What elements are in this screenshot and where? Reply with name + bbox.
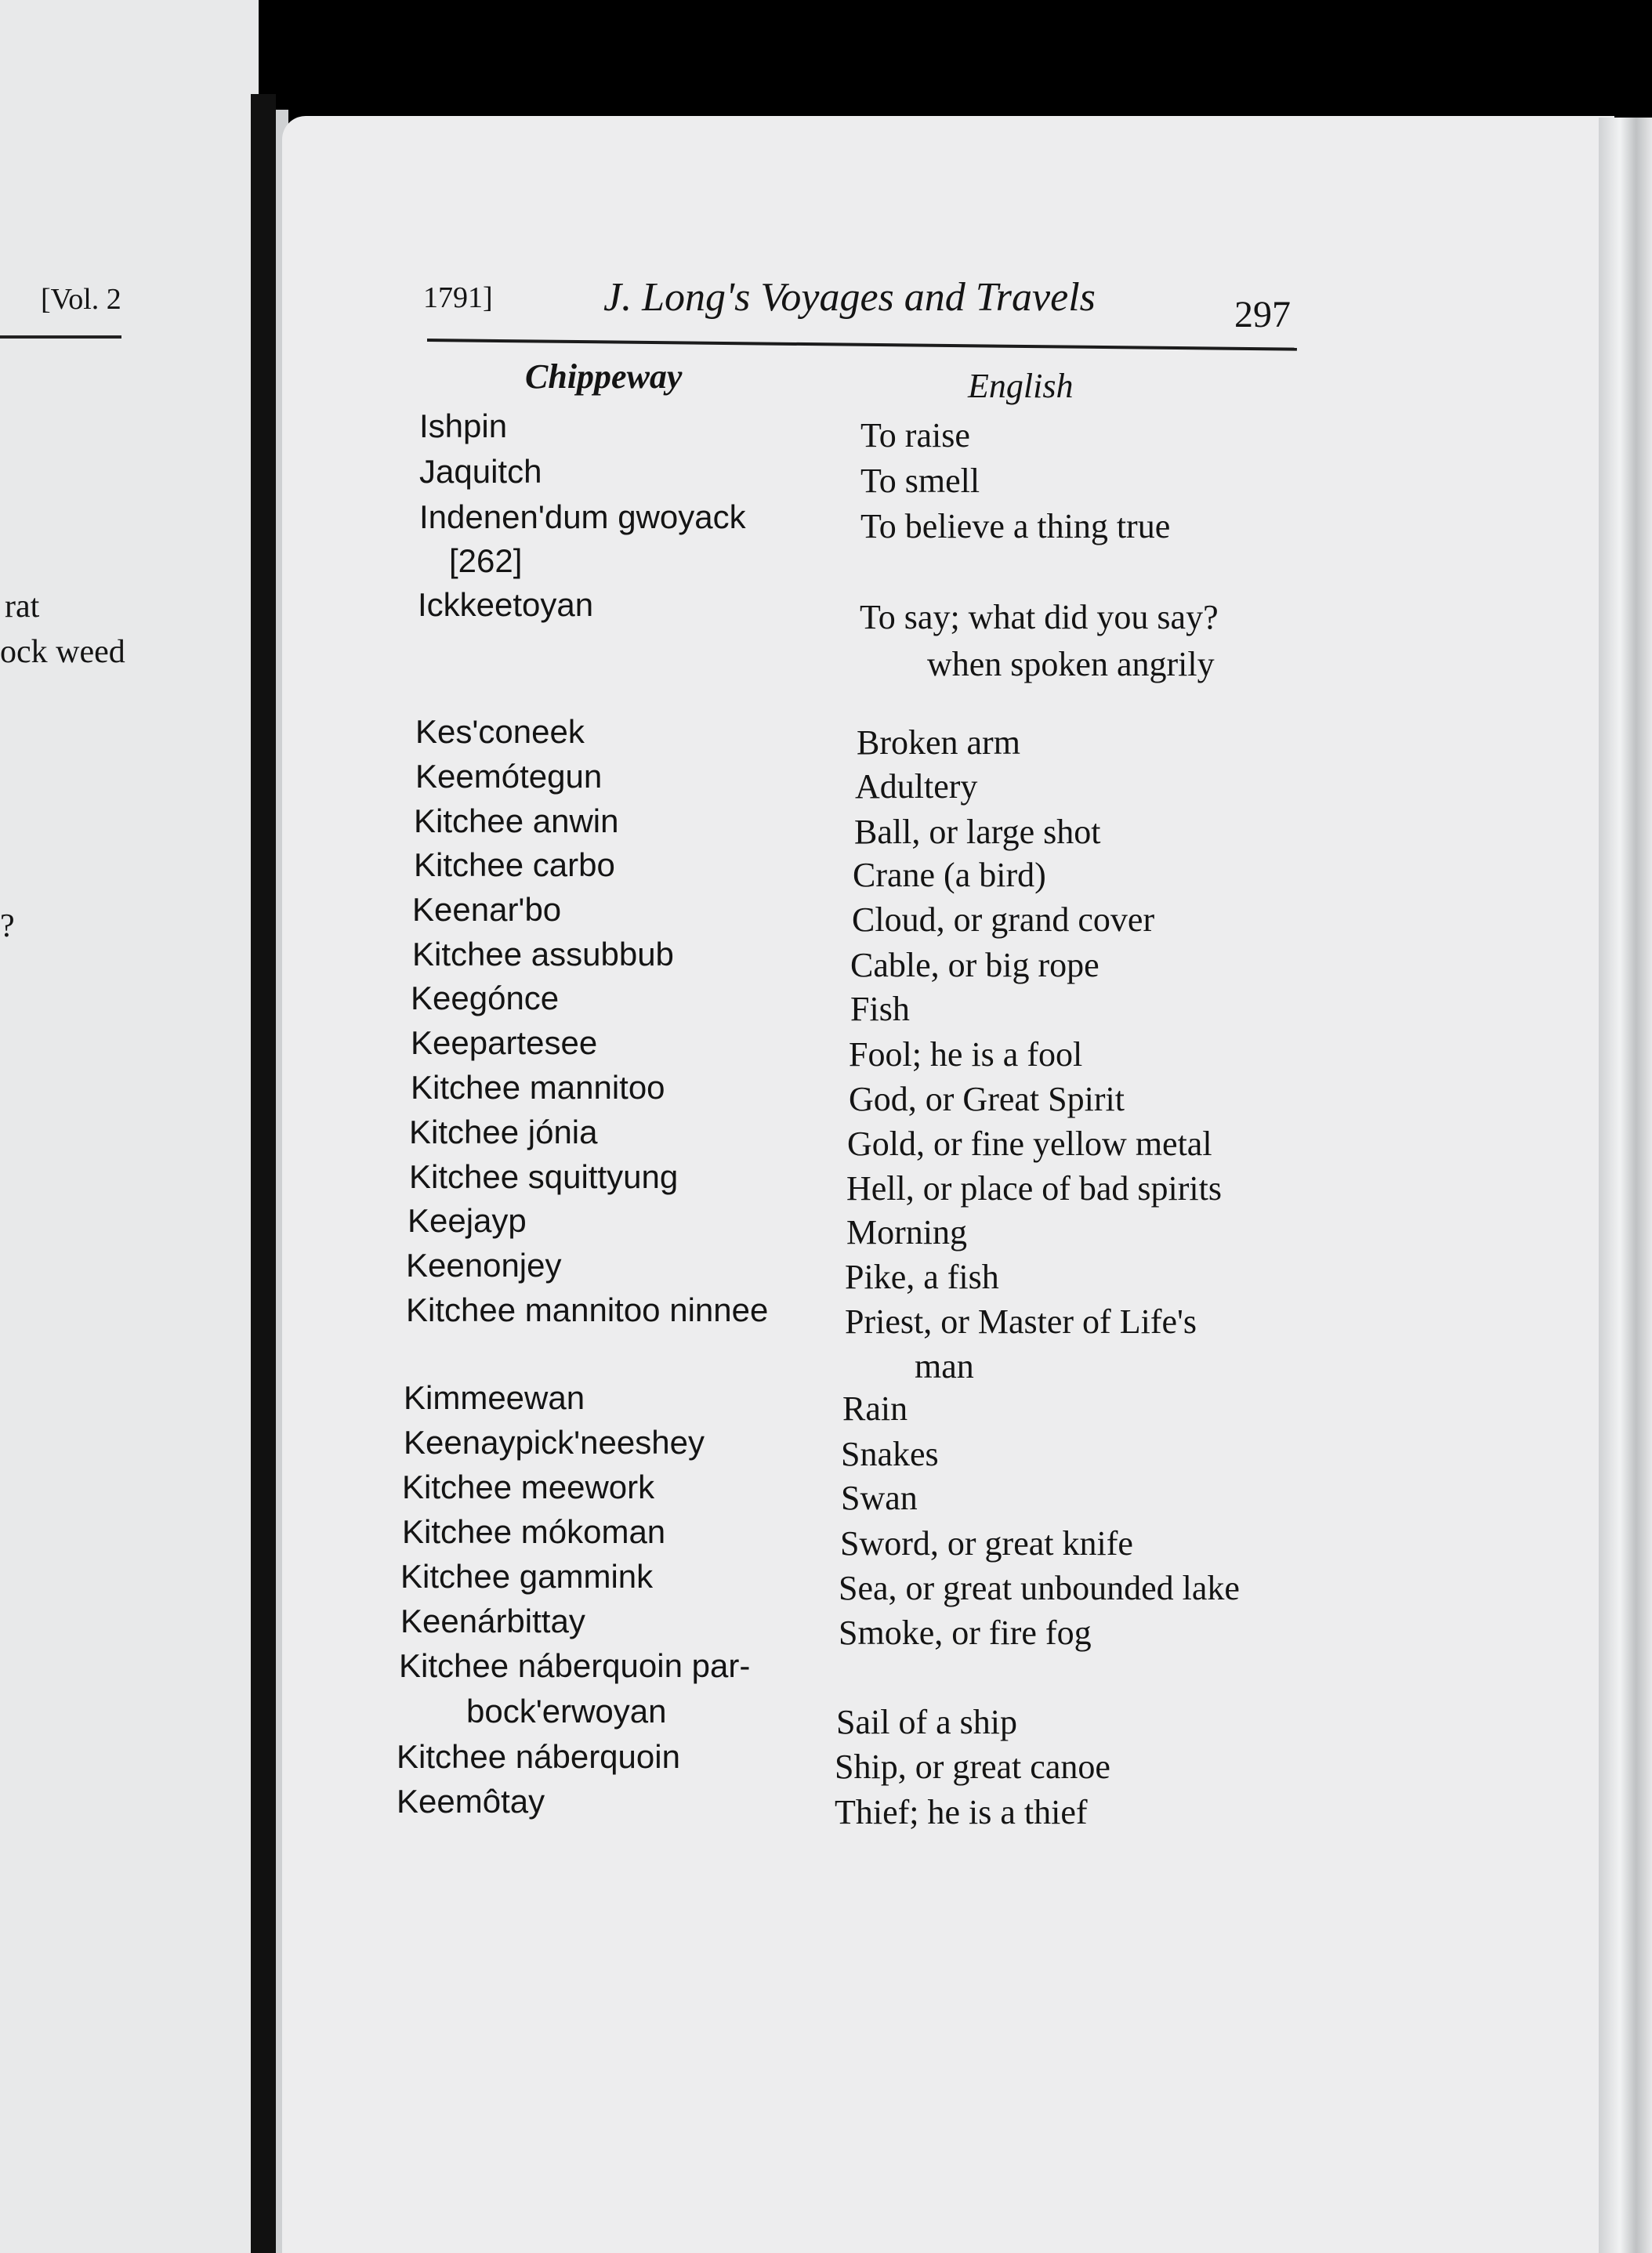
chippeway-word: Kitchee náberquoin <box>397 1738 680 1775</box>
chippeway-word: Keepartesee <box>411 1024 598 1061</box>
english-translation: Crane (a bird) <box>853 856 1046 894</box>
left-fragment: ? <box>0 908 15 944</box>
english-translation: Gold, or fine yellow metal <box>847 1125 1212 1163</box>
english-translation: To believe a thing true <box>860 507 1171 545</box>
chippeway-column-heading: Chippeway <box>525 357 683 396</box>
chippeway-word: Kitchee mókoman <box>402 1513 666 1550</box>
english-translation: Cloud, or grand cover <box>852 900 1155 939</box>
book-spine <box>251 94 276 2253</box>
english-translation: Cable, or big rope <box>850 946 1100 984</box>
english-translation: God, or Great Spirit <box>849 1080 1125 1118</box>
english-translation: Ship, or great canoe <box>835 1748 1110 1786</box>
chippeway-word-continued: bock'erwoyan <box>466 1693 667 1730</box>
english-translation: Priest, or Master of Life's <box>845 1302 1197 1341</box>
chippeway-word: Keegónce <box>411 980 560 1016</box>
english-translation: Smoke, or fire fog <box>839 1614 1092 1652</box>
english-translation: To say; what did you say? <box>860 598 1219 636</box>
english-translation: Sword, or great knife <box>840 1524 1133 1563</box>
chippeway-word: Kitchee náberquoin par- <box>399 1647 751 1684</box>
chippeway-word: Kitchee anwin <box>414 802 619 839</box>
page-edge <box>1599 118 1652 2253</box>
english-translation: Snakes <box>841 1435 939 1473</box>
page-number: 297 <box>1234 294 1291 335</box>
chippeway-word: Keemôtay <box>397 1783 545 1820</box>
english-translation: Fish <box>850 990 910 1028</box>
english-translation: Thief; he is a thief <box>835 1793 1088 1831</box>
chippeway-word: Kitchee assubbub <box>412 936 674 973</box>
chippeway-word: Keenar'bo <box>412 891 562 928</box>
left-fragment: ock weed <box>0 634 125 670</box>
english-translation: Broken arm <box>857 723 1020 762</box>
header-year: 1791] <box>423 281 493 314</box>
chippeway-word: Kitchee meework <box>402 1469 655 1505</box>
chippeway-word: Kitchee gammink <box>400 1558 654 1595</box>
english-translation: Ball, or large shot <box>854 813 1101 851</box>
chippeway-word: Keenonjey <box>406 1247 562 1284</box>
english-translation-continued: when spoken angrily <box>927 645 1215 683</box>
chippeway-word: Keenárbittay <box>400 1603 585 1639</box>
chippeway-word: Indenen'dum gwoyack <box>419 498 746 535</box>
english-translation: To raise <box>860 416 970 455</box>
chippeway-word: Kitchee mannitoo <box>411 1069 665 1106</box>
chippeway-word: Ishpin <box>419 407 508 444</box>
chippeway-word: Kimmeewan <box>404 1379 585 1416</box>
chippeway-word: Kes'coneek <box>415 713 585 750</box>
english-translation: Fool; he is a fool <box>849 1035 1083 1074</box>
english-translation: Adultery <box>855 767 978 806</box>
chippeway-word: Kitchee squittyung <box>409 1158 679 1195</box>
chippeway-word: Keemótegun <box>415 758 603 795</box>
english-translation: Sea, or great unbounded lake <box>839 1569 1240 1607</box>
chippeway-word: Kitchee carbo <box>414 846 615 883</box>
english-translation: Hell, or place of bad spirits <box>846 1169 1222 1208</box>
chippeway-word: Jaquitch <box>419 453 542 490</box>
chippeway-word: Ickkeetoyan <box>418 586 594 623</box>
english-translation: Morning <box>846 1213 967 1251</box>
english-translation: Pike, a fish <box>845 1258 999 1296</box>
chippeway-word: Kitchee mannitoo ninnee <box>406 1291 769 1328</box>
left-page <box>0 0 259 2253</box>
volume-label: [Vol. 2 <box>41 283 121 316</box>
left-fragment: rat <box>5 589 40 625</box>
english-translation: Rain <box>842 1389 908 1428</box>
english-translation: Swan <box>841 1479 918 1517</box>
english-translation-continued: man <box>915 1347 974 1385</box>
english-column-heading: English <box>968 367 1074 405</box>
english-translation: Sail of a ship <box>836 1703 1017 1741</box>
left-header-rule <box>0 335 121 339</box>
chippeway-word: Keenaypick'neeshey <box>404 1424 705 1461</box>
english-translation: To smell <box>860 462 980 500</box>
chippeway-word: Keejayp <box>408 1202 527 1239</box>
chippeway-word: Kitchee jónia <box>409 1114 598 1150</box>
header-title: J. Long's Voyages and Travels <box>603 275 1096 320</box>
chippeway-word-continued: [262] <box>449 542 523 579</box>
